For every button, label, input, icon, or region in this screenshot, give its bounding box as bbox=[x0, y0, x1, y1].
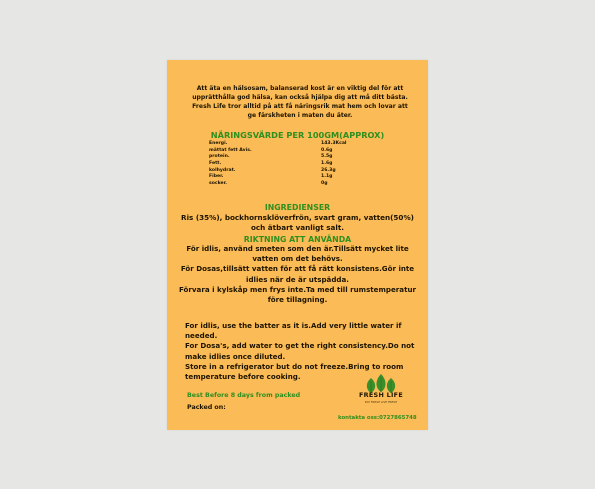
nutrition-row bbox=[209, 141, 349, 148]
nutrient-name: socker. bbox=[209, 181, 228, 187]
nutrient-name: Energi. bbox=[209, 141, 228, 146]
nutrient-name: Fett. bbox=[209, 161, 222, 167]
nutrition-title: NÄRINGSVÄRDE PER 100GM(APPROX) bbox=[210, 130, 385, 140]
directions-title: RIKTNING ATT ANVÄNDA bbox=[243, 235, 352, 244]
nutrition-row bbox=[209, 174, 349, 181]
nutrient-value: 0g bbox=[321, 181, 328, 187]
nutrition-row bbox=[209, 161, 349, 168]
ingredients-title: INGREDIENSER bbox=[264, 203, 331, 212]
nutrient-value: 26.3g bbox=[321, 167, 336, 173]
direction-line: För Dosas,tillsätt vatten för att få rätt konsistens.Gör inte idlies när de är utspädda. bbox=[180, 264, 415, 284]
nutrient-value: 0.6g bbox=[321, 147, 333, 153]
packed-on-label: Packed on: bbox=[187, 404, 226, 411]
ingredients-text: Ris (35%), bockhornsklöverfrön, svart gram, vatten(50%) och ätbart vanligt salt. bbox=[181, 213, 414, 232]
contact-text: kontakta oss:0727865748 bbox=[338, 415, 417, 421]
nutrient-name: mättat fett Avis. bbox=[209, 147, 252, 153]
product-label bbox=[167, 60, 428, 430]
nutrient-value: 1.6g bbox=[321, 161, 333, 167]
direction-line: Förvara i kylskåp men frys inte.Ta med till rumstemperatur före tillagning. bbox=[179, 284, 417, 305]
nutrient-value: 1.1g bbox=[321, 174, 333, 180]
nutrient-name: kolhydrat. bbox=[209, 167, 236, 173]
brand-tagline: EAT FRESH LIVE FRESH bbox=[364, 400, 398, 404]
brand-name: FRESH LIFE bbox=[358, 391, 403, 399]
best-before-text: Best Before 8 days from packed bbox=[187, 392, 301, 399]
direction-line: För idlis, använd smeten som den är.Tillsätt mycket lite vatten om det behövs. bbox=[186, 244, 409, 264]
nutrient-name: protein. bbox=[209, 154, 230, 160]
nutrient-value: 5.5g bbox=[321, 154, 333, 160]
direction-line: For idlis, use the batter as it is.Add very little water if needed. bbox=[185, 321, 402, 341]
direction-line: For Dosa's, add water to get the right consistency.Do not make idlies once diluted. bbox=[185, 341, 415, 361]
intro-text: Att äta en hälsosam, balanserad kost är en viktig del för att upprätthålla god hälsa, kan också hjälpa dig att må ditt bästa. Fresh Life tror alltid på att få näringsrik mat hem och lovar att ge färskheten i maten du äter. bbox=[192, 85, 408, 119]
direction-line: Store in a refrigerator but do not freeze.Bring to room temperature before cooking. bbox=[185, 361, 404, 382]
nutrition-table bbox=[209, 141, 349, 188]
nutrient-name: Fiber. bbox=[209, 174, 224, 180]
nutrient-value: 143.3Kcal bbox=[321, 141, 347, 146]
directions-swedish bbox=[179, 244, 416, 305]
nutrition-row bbox=[209, 181, 349, 188]
